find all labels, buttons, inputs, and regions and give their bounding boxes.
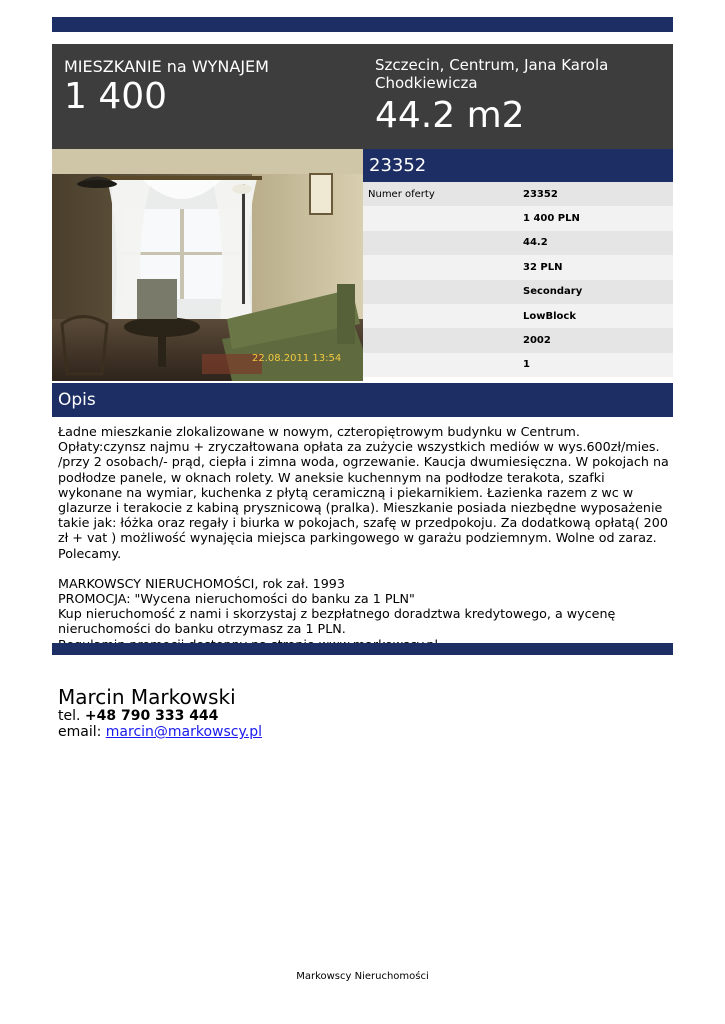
header-left [64, 57, 269, 117]
detail-label [363, 255, 518, 279]
detail-label [363, 206, 518, 230]
promotion-title: PROMOCJA: "Wycena nieruchomości do banku za 1 PLN" [58, 591, 415, 607]
detail-label [363, 231, 518, 255]
detail-label [363, 280, 518, 304]
listing-address: Szczecin, Centrum, Jana Karola Chodkiewicza [375, 56, 609, 92]
agent-email-line [58, 724, 262, 740]
table-row [363, 231, 673, 255]
table-row [363, 182, 673, 206]
agent-phone: +48 790 333 444 [84, 708, 219, 724]
listing-area: 44.2 m2 [375, 95, 525, 136]
offer-details [363, 149, 673, 377]
detail-label [363, 353, 518, 377]
listing-type: MIESZKANIE na WYNAJEM [64, 57, 269, 76]
table-row [363, 206, 673, 230]
agent-phone-line [58, 708, 262, 724]
detail-value: 23352 [518, 182, 673, 206]
offer-id-heading: 23352 [363, 149, 673, 182]
listing-price: 1 400 [64, 76, 168, 117]
paragraph-spacer [58, 561, 670, 576]
table-row [363, 304, 673, 328]
table-row [363, 255, 673, 279]
table-row [363, 353, 673, 377]
header-right [375, 56, 665, 136]
description-paragraph: Ładne mieszkanie zlokalizowane w nowym, czteropiętrowym budynku w Centrum. Opłaty:czynsz najmu + zryczałtowana opłata za zużycie wszystkich mediów w wys.600zł/mies. /przy 2 osobach/- prąd, ciepła i zimna woda, ogrzewanie. Kaucja dwumiesięczna. W pokojach na podłodze panele, w oknach rolety. W aneksie kuchennym na podłodze terakota, szafki wykonane na wymiar, kuchenka z płytą ceramiczną i piekarnikiem. Łazienka razem z wc w glazurze i terakocie z kabiną prysznicową (pralka). Mieszkanie posiada niezbędne wyposażenie takie jak: łóżka oraz regały i biurka w pokojach, szafę w przedpokoju. Za dodatkową opłatą( 200 zł + vat ) możliwość wynajęcia miejsca parkingowego w garażu podziemnym. Wolne od zaraz. Polecamy. [58, 424, 669, 561]
detail-label [363, 328, 518, 352]
promotion-text: Kup nieruchomość z nami i skorzystaj z bezpłatnego doradztwa kredytowego, a wycenę nieruchomości do banku otrzymasz za 1 PLN. [58, 606, 616, 637]
email-label: email: [58, 724, 102, 740]
detail-label: Numer oferty [363, 182, 518, 206]
detail-label [363, 304, 518, 328]
description-heading: Opis [52, 383, 673, 417]
agent-email-link[interactable]: marcin@markowscy.pl [105, 724, 263, 740]
detail-value: 32 PLN [518, 255, 673, 279]
offer-details-table [363, 182, 673, 377]
bottom-accent-bar [52, 643, 673, 655]
detail-value: 1 400 PLN [518, 206, 673, 230]
detail-value: LowBlock [518, 304, 673, 328]
table-row [363, 328, 673, 352]
listing-header [52, 44, 673, 149]
top-accent-bar [52, 17, 673, 32]
footer-text: Markowscy Nieruchomości [296, 971, 429, 982]
agent-name: Marcin Markowski [58, 685, 236, 709]
table-row [363, 280, 673, 304]
apartment-photo [52, 149, 363, 381]
detail-value: 44.2 [518, 231, 673, 255]
phone-label: tel. [58, 708, 81, 724]
detail-value: 1 [518, 353, 673, 377]
apartment-photo-illustration [52, 149, 363, 381]
detail-value: Secondary [518, 280, 673, 304]
description-body [58, 424, 670, 652]
photo-timestamp: 22.08.2011 13:54 [252, 353, 342, 364]
detail-value: 2002 [518, 328, 673, 352]
agent-contact [58, 686, 262, 740]
agency-line: MARKOWSCY NIERUCHOMOŚCI, rok zał. 1993 [58, 575, 345, 591]
